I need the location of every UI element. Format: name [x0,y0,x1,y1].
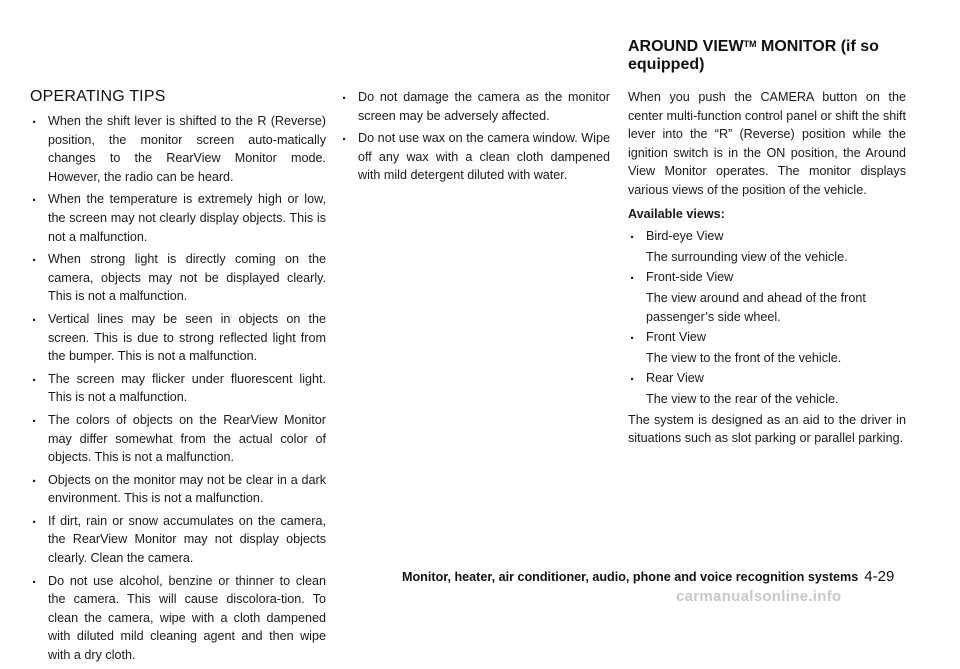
page-number: 4-29 [864,568,895,585]
intro-paragraph: When you push the CAMERA button on the center multi-function control panel or shift the shift lever into the “R” (Reverse) position while the ignition switch is in the ON position, the Around View Monitor operates. The monitor displays various views of the position of the vehicle. [628,90,906,197]
tip-item: . Do not damage the camera as the monitor screen may be adversely affected. [340,88,610,125]
trademark-mark: TM [743,39,757,49]
view-description: The view to the rear of the vehicle. [646,391,839,406]
around-view-column [628,88,906,448]
tips-column-1 [30,112,326,669]
view-name: . Front View [646,330,706,345]
view-item [628,328,906,367]
footer-section-name: Monitor, heater, air conditioner, audio, phone and voice recognition systems [402,570,859,584]
tips-column-2 [340,88,610,189]
page-footer [402,568,894,585]
tip-item: . When the temperature is extremely high or low, the screen may not clearly display objects. This is not a malfunction. [30,190,326,246]
operating-tips-heading: OPERATING TIPS [30,88,166,105]
tip-item: . Do not use wax on the camera window. Wipe off any wax with a clean cloth dampened with mild detergent diluted with water. [340,129,610,185]
tip-item: . The colors of objects on the RearView Monitor may differ somewhat from the actual color of objects. This is not a malfunction. [30,411,326,467]
tip-item: . Vertical lines may be seen in objects on the screen. This is due to strong reflected light from the bumper. This is not a malfunction. [30,310,326,366]
view-description: The view to the front of the vehicle. [646,350,842,365]
section-title [628,38,928,74]
view-item [628,227,906,266]
view-name: . Front-side View [646,270,734,285]
view-description: The view around and ahead of the front passenger’s side wheel. [646,290,866,324]
tip-item: . The screen may flicker under fluorescent light. This is not a malfunction. [30,370,326,407]
view-item [628,369,906,408]
tips-list-1 [30,112,326,665]
views-list [628,227,906,408]
tip-item: . Objects on the monitor may not be clear in a dark environment. This is not a malfunction. [30,471,326,508]
tip-item: . When strong light is directly coming on the camera, objects may not be displayed clearly. This is not a malfunction. [30,250,326,306]
tip-item: . If dirt, rain or snow accumulates on the camera, the RearView Monitor may not display objects clearly. Clean the camera. [30,512,326,568]
section-title-part-b: MONITOR (if so equipped) [628,38,879,73]
watermark: carmanualsonline.info [676,588,842,605]
section-title-part-a: AROUND VIEW [628,38,744,55]
available-views-label: Available views: [628,206,725,221]
tips-list-2 [340,88,610,185]
view-description: The surrounding view of the vehicle. [646,249,848,264]
tip-item: . Do not use alcohol, benzine or thinner to clean the camera. This will cause discolora-tion. To clean the camera, wipe with a cloth dampened with diluted mild cleaning agent and then wipe with a dry cloth. [30,572,326,665]
view-name: . Rear View [646,371,704,386]
tip-item: . When the shift lever is shifted to the R (Reverse) position, the monitor screen auto-matically changes to the RearView Monitor mode. However, the radio can be heard. [30,112,326,186]
closing-paragraph: The system is designed as an aid to the driver in situations such as slot parking or parallel parking. [628,412,906,446]
view-item [628,268,906,326]
view-name: . Bird-eye View [646,229,724,244]
